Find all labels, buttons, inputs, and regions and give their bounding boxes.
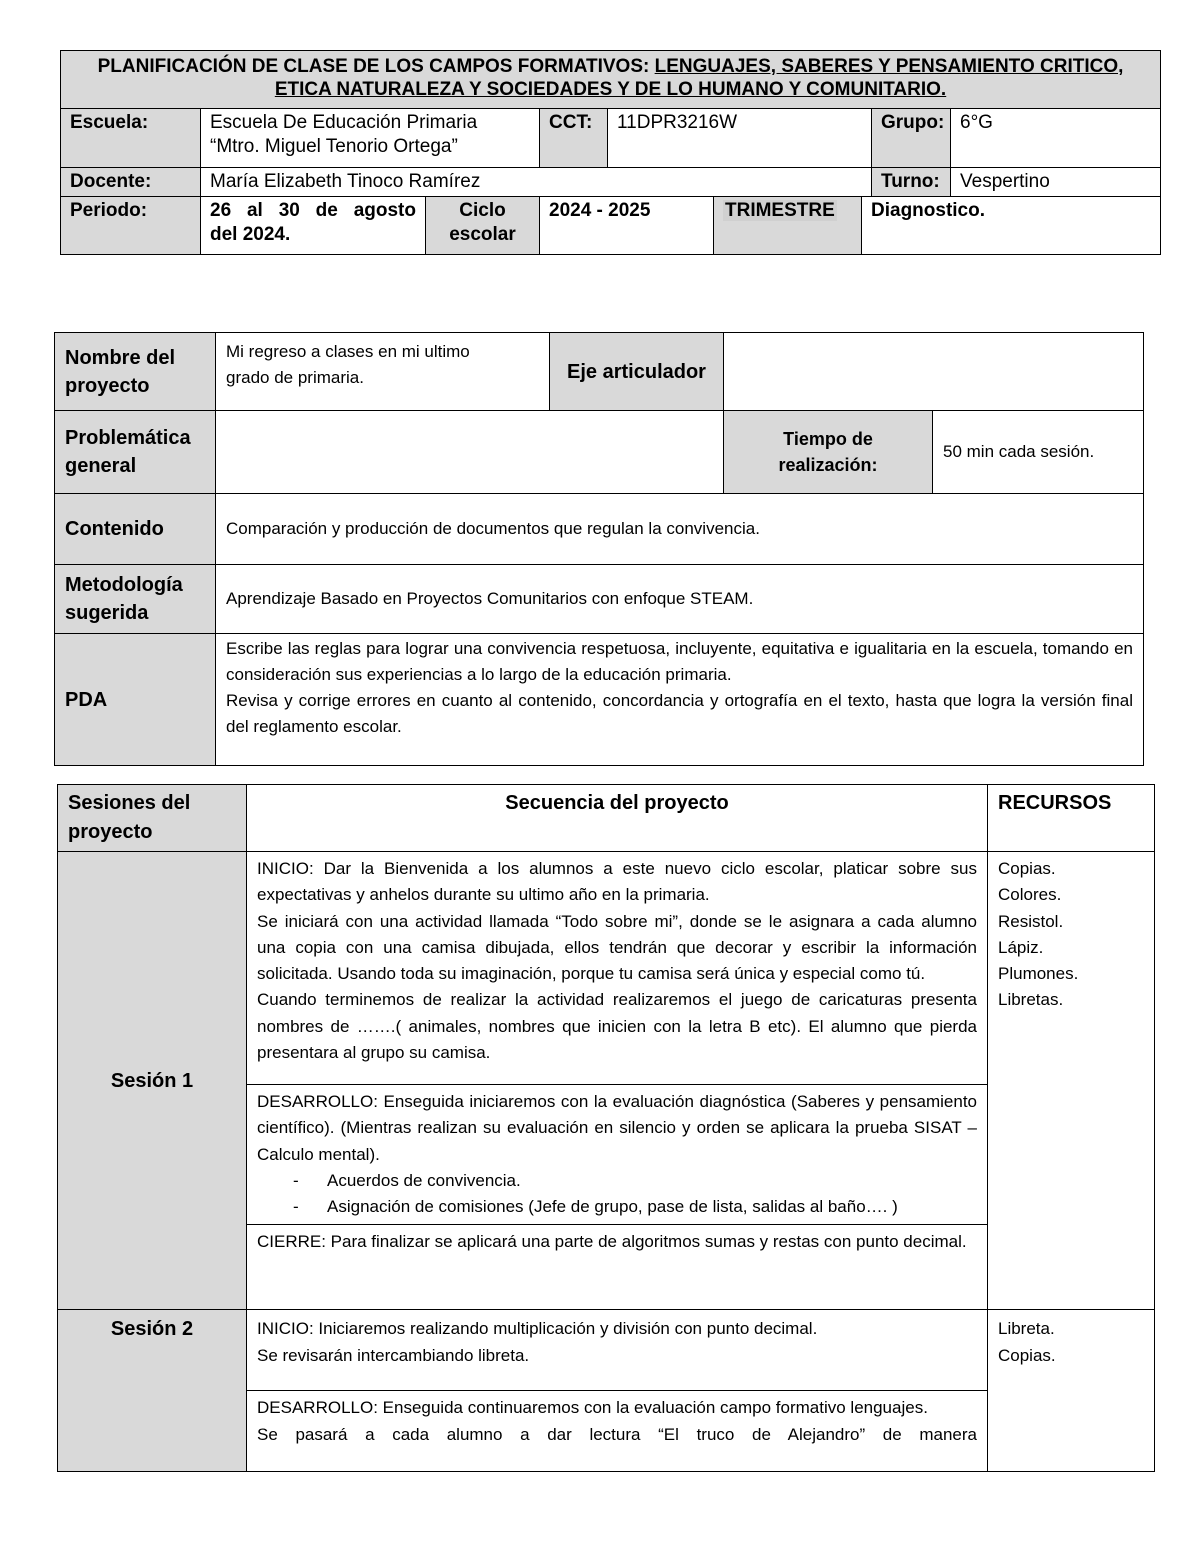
trimestre-label-text: TRIMESTRE: [725, 200, 835, 221]
session-2-recursos: [988, 1310, 1155, 1472]
eje-articulador-label: Eje articulador: [550, 333, 724, 411]
session-2-name: Sesión 2: [58, 1310, 247, 1472]
session-1-desarrollo-text: DESARROLLO: Enseguida iniciaremos con la evaluación diagnóstica (Saberes y pensamiento científico). (Mientras realizan su evaluación en silencio y orden se aplicara la prueba SISAT – Calculo mental).: [257, 1092, 977, 1164]
contenido-value: Comparación y producción de documentos que regulan la convivencia.: [216, 494, 1144, 565]
session-2-desarrollo-p1: DESARROLLO: Enseguida continuaremos con la evaluación campo formativo lenguajes.: [257, 1398, 928, 1418]
metodologia-value: Aprendizaje Basado en Proyectos Comunitarios con enfoque STEAM.: [216, 565, 1144, 634]
nombre-label-line-2: proyecto: [65, 374, 150, 397]
project-table: [54, 332, 1144, 766]
recurso-item: Lápiz.: [998, 937, 1044, 957]
tiempo-label-line-1: Tiempo de: [783, 429, 873, 449]
periodo-value: [201, 197, 426, 255]
nombre-value-line-2: grado de primaria.: [226, 368, 364, 387]
recurso-item: Resistol.: [998, 911, 1064, 931]
session-2-desarrollo: [247, 1391, 988, 1472]
turno-label: Turno:: [872, 168, 951, 197]
col-header-secuencia: Secuencia del proyecto: [247, 785, 988, 852]
pda-value: [216, 634, 1144, 766]
session-1-name: Sesión 1: [58, 852, 247, 1310]
docente-label: Docente:: [61, 168, 201, 197]
session-2-inicio-p1: INICIO: Iniciaremos realizando multiplicación y división con punto decimal.: [257, 1319, 818, 1339]
ciclo-label-line-2: escolar: [449, 224, 516, 245]
session-1-inicio: [247, 852, 988, 1085]
cct-value: 11DPR3216W: [608, 109, 872, 168]
escuela-value: [201, 109, 540, 168]
header-table: [60, 50, 1161, 255]
tiempo-label: [724, 411, 933, 494]
session-2-inicio-p2: Se revisarán intercambiando libreta.: [257, 1345, 530, 1365]
col-header-recursos: RECURSOS: [988, 785, 1155, 852]
periodo-value-line-2: del 2024.: [210, 224, 291, 245]
tiempo-label-line-2: realización:: [778, 455, 878, 475]
session-1-inicio-row: [58, 852, 1155, 1085]
recurso-item: Colores.: [998, 885, 1062, 905]
nombre-proyecto-label: [55, 333, 216, 411]
list-item: - Acuerdos de convivencia.: [327, 1168, 977, 1194]
turno-value: Vespertino: [951, 168, 1161, 197]
periodo-value-line-1: 26 al 30 de agosto: [210, 200, 416, 221]
nombre-label-line-1: Nombre del: [65, 346, 176, 369]
grupo-label: Grupo:: [872, 109, 951, 168]
metodologia-label-line-2: sugerida: [65, 602, 149, 624]
col-header-sesiones: [58, 785, 247, 852]
pda-label: PDA: [55, 634, 216, 766]
problematica-label-line-2: general: [65, 455, 137, 477]
trimestre-label: [714, 197, 862, 255]
contenido-label: Contenido: [55, 494, 216, 565]
session-1-inicio-p2: Se iniciará con una actividad llamada “Todo sobre mi”, donde se le asignara a cada alumno una copia con una camisa dibujada, ellos tendrán que decorar y escribir la información solicitada. Usando toda su imaginación, porque tu camisa será única y especial como tú.: [257, 911, 977, 984]
periodo-label: Periodo:: [61, 197, 201, 255]
escuela-label: Escuela:: [61, 109, 201, 168]
docente-value: María Elizabeth Tinoco Ramírez: [201, 168, 872, 197]
session-1-inicio-p3: Cuando terminemos de realizar la actividad realizaremos el juego de caricaturas presenta nombres de …….( animales, nombres que inicien con la letra B etc). El alumno que pierda presentara al grupo su camisa.: [257, 990, 977, 1063]
escuela-value-line-2: “Mtro. Miguel Tenorio Ortega”: [210, 136, 458, 157]
nombre-value-line-1: Mi regreso a clases en mi ultimo: [226, 342, 470, 361]
metodologia-label-line-1: Metodología: [65, 574, 183, 596]
eje-articulador-value: [724, 333, 1144, 411]
sessions-table: [57, 784, 1155, 1472]
list-item: - Asignación de comisiones (Jefe de grupo, pase de lista, salidas al baño…. ): [327, 1194, 977, 1220]
title-prefix: PLANIFICACIÓN DE CLASE DE LOS CAMPOS FORMATIVOS:: [97, 56, 655, 77]
trimestre-value: Diagnostico.: [862, 197, 1161, 255]
problematica-value: [216, 411, 724, 494]
session-2-desarrollo-p2: Se pasará a cada alumno a dar lectura “El truco de Alejandro” de manera: [257, 1424, 977, 1444]
recurso-item: Plumones.: [998, 964, 1079, 984]
col-sesiones-line-1: Sesiones del: [68, 792, 191, 814]
session-1-inicio-p1: INICIO: Dar la Bienvenida a los alumnos a este nuevo ciclo escolar, platicar sobre sus expectativas y anhelos durante su ultimo año en la primaria.: [257, 859, 977, 905]
escuela-value-line-1: Escuela De Educación Primaria: [210, 112, 478, 133]
page-title: [61, 51, 1161, 109]
col-sesiones-line-2: proyecto: [68, 821, 153, 843]
metodologia-label: [55, 565, 216, 634]
ciclo-value: 2024 - 2025: [540, 197, 714, 255]
problematica-label: [55, 411, 216, 494]
session-2-inicio: [247, 1310, 988, 1391]
recurso-item: Copias.: [998, 859, 1056, 878]
title-underlined-2: ETICA NATURALEZA Y SOCIEDADES Y DE LO HUMANO Y COMUNITARIO.: [274, 79, 947, 100]
pda-text-1: Escribe las reglas para lograr una convivencia respetuosa, incluyente, equitativa e igualitaria en la escuela, tomando en consideración sus experiencias a lo largo de la educación primaria.: [226, 639, 1133, 684]
recurso-item: Libretas.: [998, 990, 1064, 1010]
session-1-desarrollo: [247, 1085, 988, 1225]
ciclo-label: [426, 197, 540, 255]
tiempo-value: 50 min cada sesión.: [933, 411, 1144, 494]
nombre-proyecto-value: [216, 333, 550, 411]
session-2-inicio-row: [58, 1310, 1155, 1391]
recurso-item: Copias.: [998, 1345, 1056, 1365]
session-1-recursos: [988, 852, 1155, 1310]
session-1-cierre: CIERRE: Para finalizar se aplicará una parte de algoritmos sumas y restas con punto decimal.: [247, 1225, 988, 1310]
problematica-label-line-1: Problemática: [65, 427, 191, 449]
session-1-desarrollo-list: [257, 1168, 977, 1221]
grupo-value: 6°G: [951, 109, 1161, 168]
title-underlined-1: LENGUAJES, SABERES Y PENSAMIENTO CRITICO,: [654, 56, 1124, 77]
recurso-item: Libreta.: [998, 1319, 1055, 1339]
ciclo-label-line-1: Ciclo: [459, 200, 506, 221]
pda-text-2: Revisa y corrige errores en cuanto al contenido, concordancia y ortografía en el texto, hasta que logra la versión final del reglamento escolar.: [226, 691, 1133, 736]
cct-label: CCT:: [540, 109, 608, 168]
